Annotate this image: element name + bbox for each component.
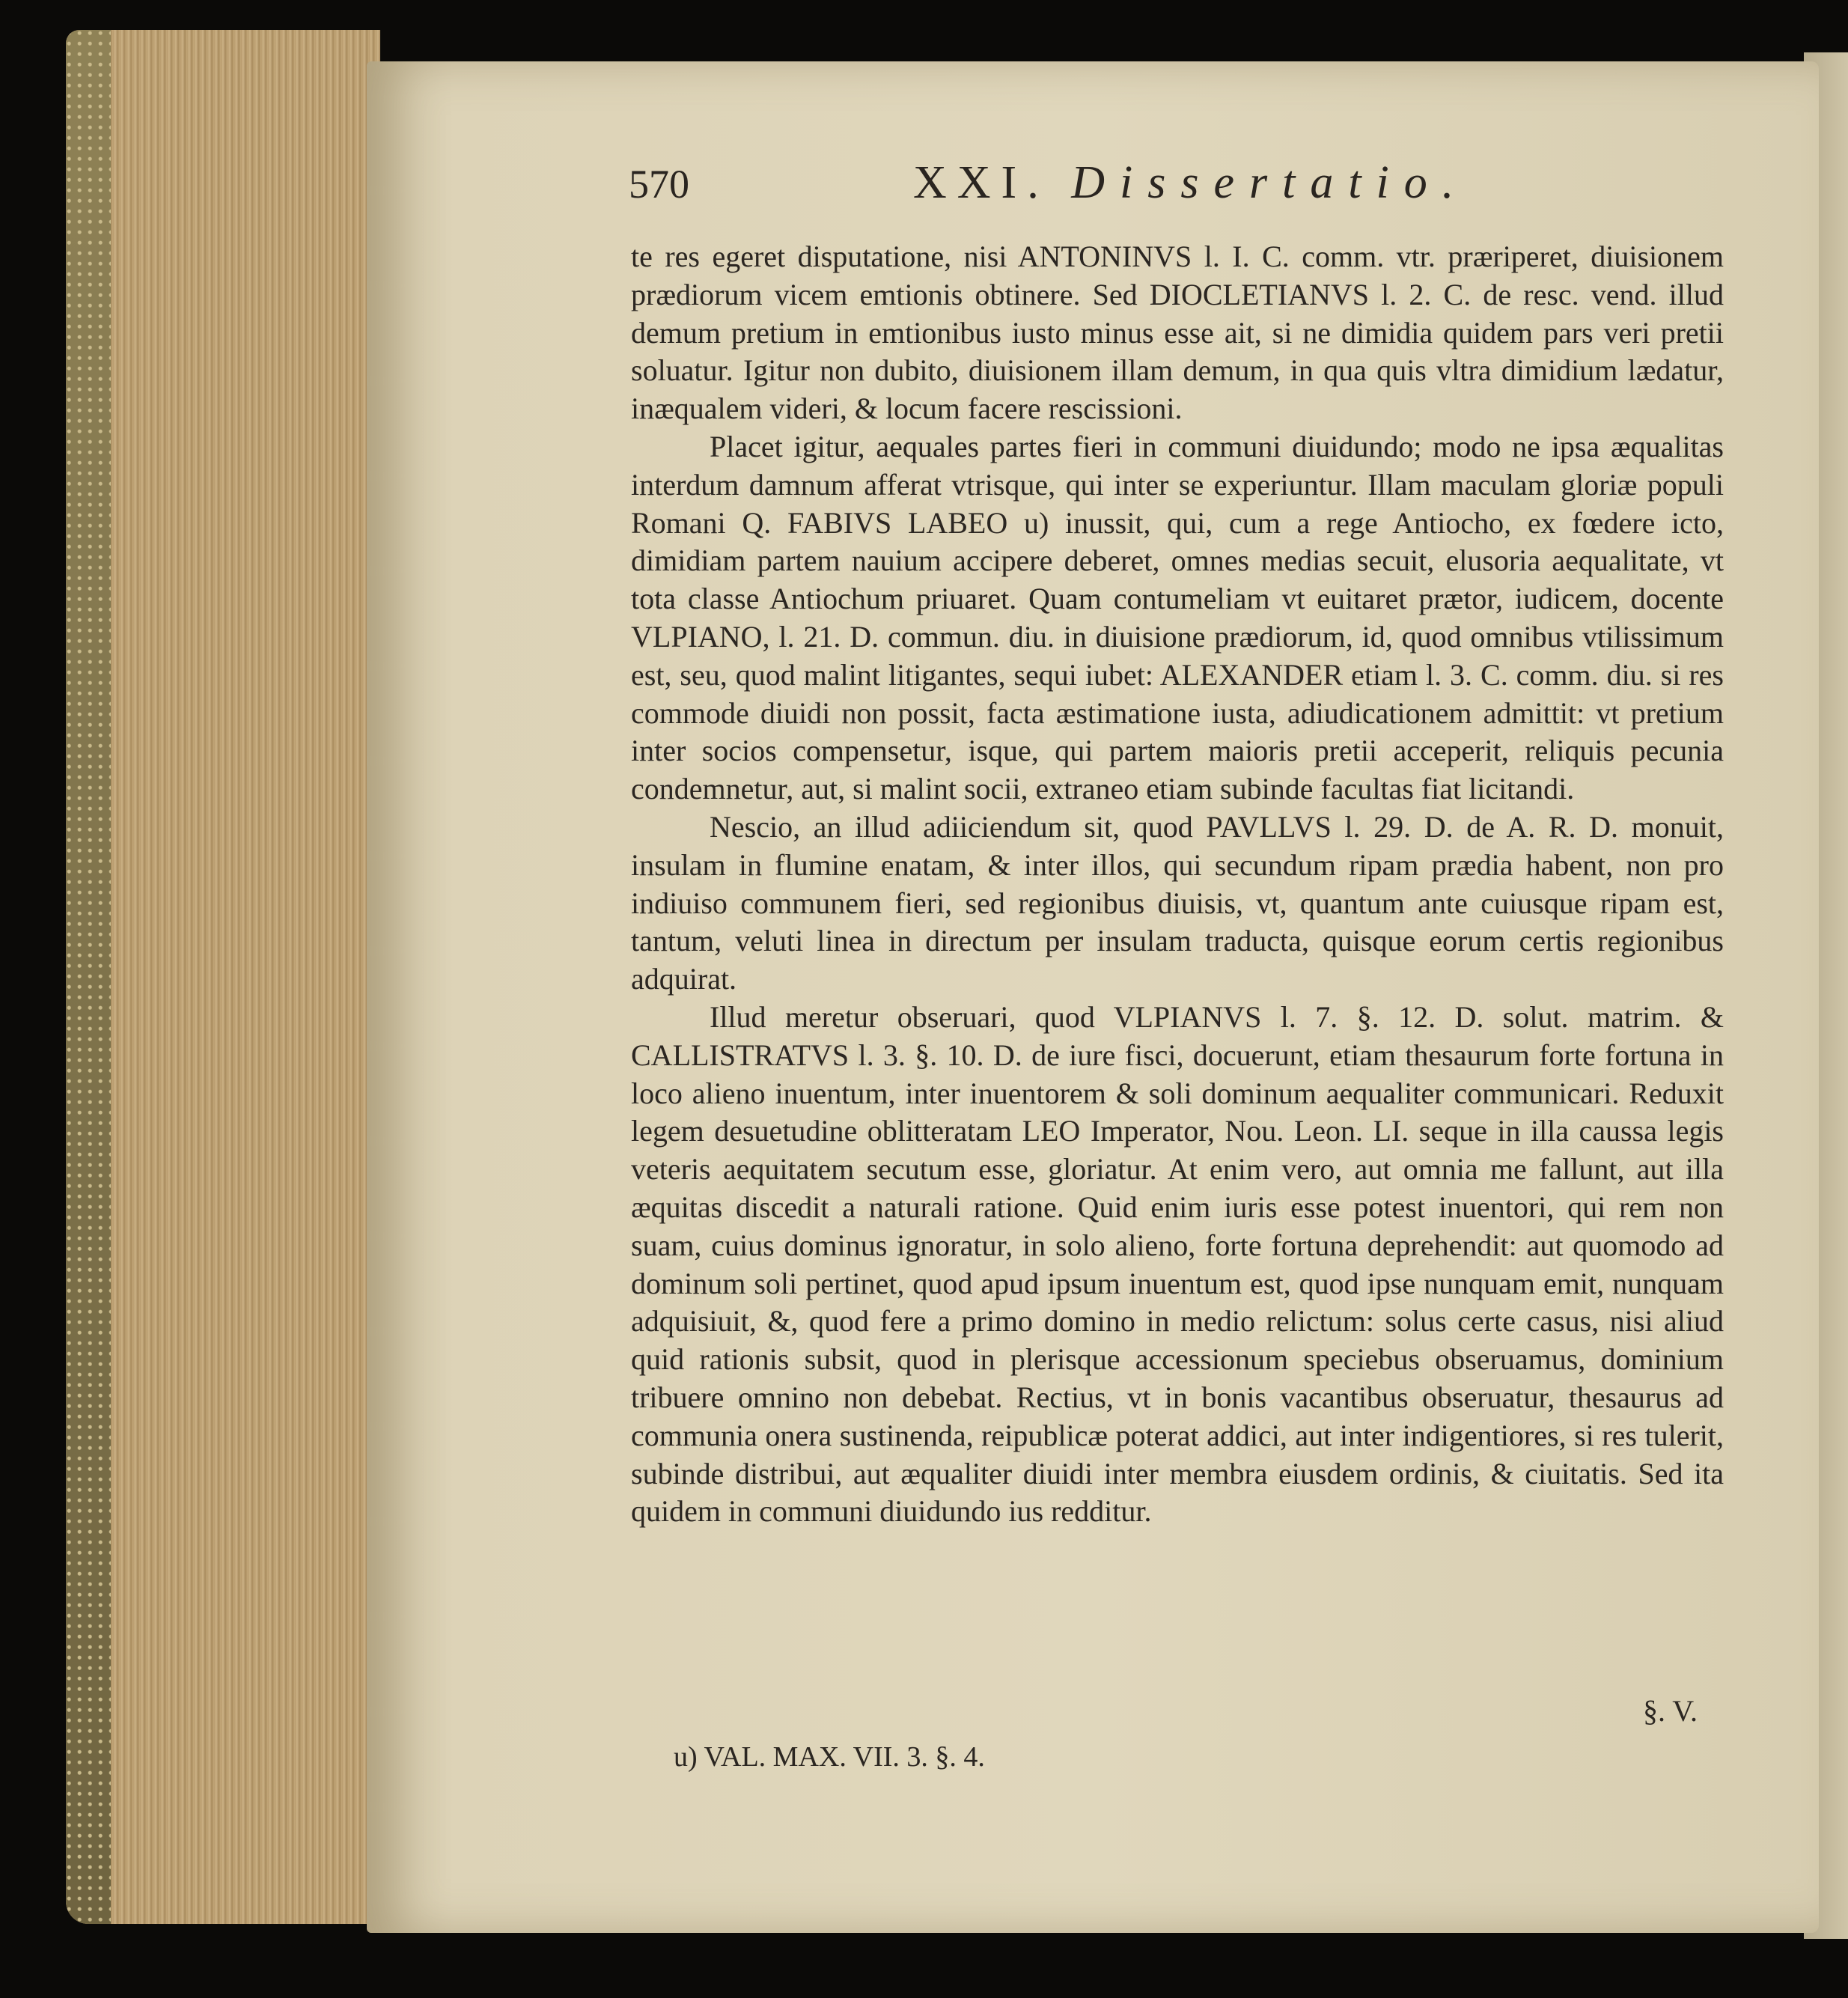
paragraph-2: Placet igitur, aequales partes fieri in communi diuidundo; modo ne ipsa æqualitas interdum damnum afferat vtrisque, qui inter se experiuntur. Illam maculam gloriæ populi Romani Q. FABIVS LABEO u) inussit, qui, cum a rege Antiocho, ex fœdere icto, dimidiam partem nauium accipere deberet, omnes medias secuit, elusoria aequalitate, vt tota classe Antiochum priuaret. Quam contumeliam vt euitaret prætor, iudicem, docente VLPIANO, l. 21. D. commun. diu. in diuisione prædiorum, id, quod omnibus vtilissimum est, seu, quod malint litigantes, sequi iubet: ALEXANDER etiam l. 3. C. comm. diu. si res commode diuidi non possit, facta æstimatione iusta, adiudicationem admittit: vt pretium inter socios compensetur, isque, qui partem maioris pretii acceperit, reliquis pecunia condemnetur, aut, si malint socii, extraneo etiam subinde facultas fiat licitandi.	[631, 429, 1724, 806]
footnote: u) VAL. MAX. VII. 3. §. 4.	[674, 1741, 985, 1773]
page-header	[629, 157, 1751, 221]
running-title-roman: XXI.	[913, 157, 1049, 208]
running-title	[913, 156, 1469, 210]
catchword: §. V.	[1643, 1694, 1698, 1728]
paragraph-3: Nescio, an illud adiiciendum sit, quod PAVLLVS l. 29. D. de A. R. D. monuit, insulam in flumine enatam, & inter illos, qui secundum ripam prædia habent, non pro indiuiso communem fieri, sed regionibus diuisis, vt, quantum ante cuiusque ripam est, tantum, veluti linea in directum per insulam traducta, quisque eorum certis regionibus adquirat.	[631, 809, 1724, 996]
book-cover-board	[66, 30, 111, 1924]
page-number: 570	[629, 162, 689, 207]
book-fore-edge	[66, 30, 380, 1924]
body-text	[631, 238, 1724, 1531]
paragraph-1: te res egeret disputatione, nisi ANTONINVS l. I. C. comm. vtr. præriperet, diuisionem prædiorum vicem emtionis obtinere. Sed DIOCLETIANVS l. 2. C. de resc. vend. illud demum pretium in emtionibus iusto minus esse ait, si ne dimidia quidem pars veri pretii soluatur. Igitur non dubito, diuisionem illam demum, in qua quis vltra dimidium lædatur, inæqualem videri, & locum facere rescissioni.	[631, 240, 1724, 426]
paragraph-4: Illud meretur obseruari, quod VLPIANVS l. 7. §. 12. D. solut. matrim. & CALLISTRATVS l. 3. §. 10. D. de iure fisci, docuerunt, etiam thesaurum forte fortuna in loco alieno inuentum, inter inuentorem & soli dominum aequaliter communicari. Reduxit legem desuetudine oblitteratam LEO Imperator, Nou. Leon. LI. seque in illa caussa legis veteris aequitatem secutum esse, gloriatur. At enim vero, aut omnia me fallunt, aut illa æquitas discedit a naturali ratione. Quid enim iuris esse potest inuentori, qui rem non suam, cuius dominus ignoratur, in solo alieno, forte fortuna deprehendit: aut quomodo ad dominum soli pertinet, quod apud ipsum inuentum est, quod ipse nunquam emit, nunquam adquisiuit, &, quod fere a primo domino in medio relictum: solus certe casus, nisi aliud quid rationis subsit, quod in plerisque accessionum speciebus obseruamus, dominium tribuere omnino non debebat. Rectius, vt in bonis vacantibus obseruatur, thesaurus ad communia onera sustinenda, reipublicæ poterat addici, aut inter indigentiores, si res tulerit, subinde distribui, aut æqualiter diuidi inter membra eiusdem ordinis, & ciuitatis. Sed ita quidem in communi diuidundo ius redditur.	[631, 999, 1724, 1529]
running-title-italic: Dissertatio.	[1071, 157, 1469, 208]
